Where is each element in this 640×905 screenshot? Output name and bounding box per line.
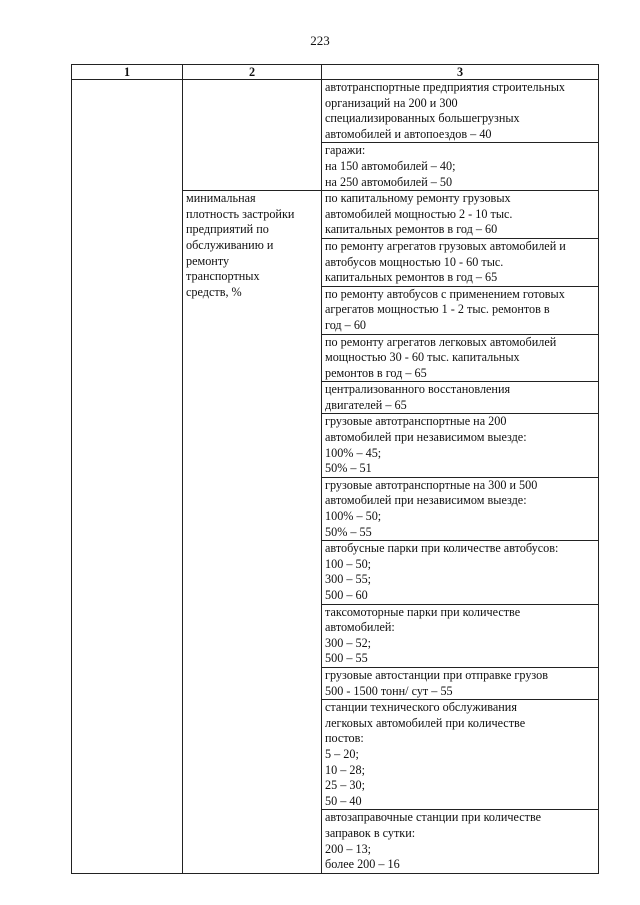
page-number: 223 [310, 33, 330, 48]
cell-line: автобусные парки при количестве автобусов: [325, 541, 559, 556]
header-col-2: 2 [183, 65, 322, 80]
cell-line: автомобилей при независимом выезде: [325, 430, 527, 445]
cell-line: заправок в сутки: [325, 825, 416, 840]
col3-cell [322, 810, 599, 873]
table-header-row [72, 65, 599, 80]
cell-line: 50 – 40 [325, 793, 362, 808]
col3-cell [322, 334, 599, 382]
table-row [72, 80, 599, 143]
cell-line: 300 – 55; [325, 572, 372, 587]
col3-cell [322, 191, 599, 239]
col3-cell [322, 477, 599, 540]
cell-line: 500 – 55 [325, 651, 368, 666]
cell-line: 100% – 50; [325, 509, 382, 524]
col3-cell [322, 414, 599, 477]
cell-line: мощностью 30 - 60 тыс. капитальных [325, 350, 520, 365]
col2-heading-line: ремонту [186, 253, 230, 268]
cell-line: специализированных большегрузных [325, 111, 520, 126]
cell-line: 100% – 45; [325, 445, 382, 460]
header-col-3: 3 [322, 65, 599, 80]
cell-line: 50% – 55 [325, 524, 372, 539]
cell-line: автомобилей: [325, 620, 395, 635]
cell-line: автомобилей мощностью 2 - 10 тыс. [325, 206, 513, 221]
cell-line: агрегатов мощностью 1 - 2 тыс. ремонтов в [325, 302, 550, 317]
cell-line: капитальных ремонтов в год – 60 [325, 222, 498, 237]
cell-line: более 200 – 16 [325, 857, 400, 872]
cell-line: автомобилей при независимом выезде: [325, 493, 527, 508]
col3-cell [322, 541, 599, 604]
col3-cell [322, 238, 599, 286]
cell-line: грузовые автотранспортные на 300 и 500 [325, 477, 538, 492]
cell-line: автотранспортные предприятия строительных [325, 80, 565, 94]
cell-line: автомобилей и автопоездов – 40 [325, 126, 492, 141]
cell-line: 50% – 51 [325, 461, 372, 476]
cell-line: таксомоторные парки при количестве [325, 604, 521, 619]
cell-line: капитальных ремонтов в год – 65 [325, 270, 498, 285]
col3-cell [322, 382, 599, 414]
cell-line: 200 – 13; [325, 841, 372, 856]
cell-line: 500 – 60 [325, 588, 368, 602]
cell-line: по ремонту агрегатов легковых автомобилей [325, 334, 557, 349]
cell-line: 300 – 52; [325, 635, 372, 650]
cell-line: централизованного восстановления [325, 382, 511, 397]
col1-empty-cell [72, 80, 183, 874]
col2-heading-line: обслуживанию и [186, 237, 274, 252]
cell-line: автобусов мощностью 10 - 60 тыс. [325, 254, 504, 269]
col2-heading-line: средств, % [186, 284, 242, 299]
cell-line: 10 – 28; [325, 762, 365, 777]
cell-line: год – 60 [325, 317, 367, 332]
cell-line: грузовые автотранспортные на 200 [325, 414, 507, 429]
cell-line: на 250 автомобилей – 50 [325, 174, 453, 189]
norms-table [71, 64, 599, 874]
col2-heading-line: плотность застройки [186, 206, 295, 221]
cell-line: ремонтов в год – 65 [325, 365, 427, 380]
cell-line: 25 – 30; [325, 778, 365, 793]
col2-heading-cell [183, 191, 322, 874]
col3-cell [322, 604, 599, 667]
cell-line: на 150 автомобилей – 40; [325, 158, 456, 173]
cell-line: двигателей – 65 [325, 397, 407, 412]
cell-line: по капитальному ремонту грузовых [325, 191, 511, 206]
col3-cell [322, 700, 599, 810]
col3-cell [322, 286, 599, 334]
col2-empty-cell [183, 80, 322, 191]
cell-line: 100 – 50; [325, 556, 372, 571]
col2-heading-line: транспортных [186, 269, 260, 284]
cell-line: по ремонту агрегатов грузовых автомобилей и [325, 238, 566, 253]
col3-cell [322, 80, 599, 143]
cell-line: гаражи: [325, 143, 366, 158]
cell-line: 5 – 20; [325, 746, 359, 761]
cell-line: по ремонту автобусов с применением готовых [325, 286, 565, 301]
table-body [72, 80, 599, 874]
col3-cell [322, 143, 599, 191]
header-col-1: 1 [72, 65, 183, 80]
col3-cell [322, 667, 599, 699]
cell-line: организаций на 200 и 300 [325, 95, 458, 110]
col2-heading-line: минимальная [186, 191, 256, 206]
cell-line: станции технического обслуживания [325, 700, 517, 715]
cell-line: автозаправочные станции при количестве [325, 810, 542, 825]
col2-heading-line: предприятий по [186, 222, 269, 237]
cell-line: постов: [325, 731, 364, 746]
cell-line: грузовые автостанции при отправке грузов [325, 667, 549, 682]
cell-line: 500 - 1500 тонн/ сут – 55 [325, 683, 453, 698]
cell-line: легковых автомобилей при количестве [325, 715, 526, 730]
